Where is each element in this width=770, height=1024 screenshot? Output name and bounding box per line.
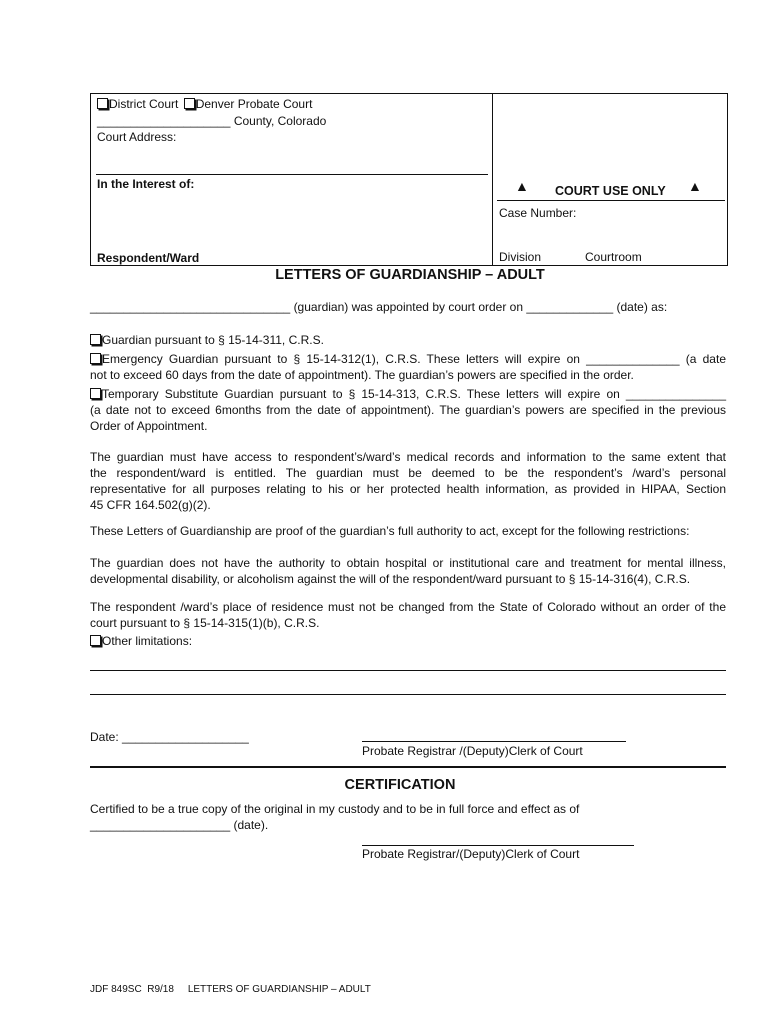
up-triangle-icon: ▲ (688, 178, 702, 194)
date-row (90, 730, 249, 744)
guardian-checkbox[interactable] (90, 334, 101, 345)
hipaa-line-3: representative for all purposes relating to his or her protected health information, as provided in HIPAA, Section (90, 482, 726, 496)
appointment-date-blank[interactable]: _____________ (526, 300, 614, 314)
division-label: Division (499, 250, 542, 264)
denver-probate-label: Denver Probate Court (195, 97, 313, 111)
hipaa-line-2: the respondent/ward is entitled. The guardian must be deemed to be the respondent’s /ward’s personal (90, 466, 726, 480)
certification-registrar-label: Probate Registrar/(Deputy)Clerk of Court (362, 847, 580, 861)
hipaa-line-4: 45 CFR 164.502(g)(2). (90, 498, 211, 512)
emergency-option-line-2: not to exceed 60 days from the date of appointment). The guardian’s powers are specified in the order. (90, 368, 634, 382)
interest-label: In the Interest of: (97, 177, 195, 191)
respondent-label: Respondent/Ward (97, 251, 200, 265)
section-divider (90, 766, 726, 768)
residence-line-2: court pursuant to § 15-14-315(1)(b), C.R.S. (90, 616, 320, 630)
emergency-option (90, 352, 726, 382)
other-limitations-line-2[interactable] (90, 694, 726, 695)
caption-box-bottom (90, 265, 728, 266)
hipaa-line-1: The guardian must have access to respondent’s/ward’s medical records and information to the same extent that (90, 450, 726, 464)
certification-signature-line[interactable] (362, 845, 634, 846)
guardian-option-label: Guardian pursuant to § 15-14-311, C.R.S. (102, 333, 324, 347)
county-label: County, Colorado (233, 114, 327, 128)
case-number-label: Case Number: (499, 206, 577, 220)
denver-probate-checkbox[interactable] (184, 98, 195, 109)
other-limitations-option (90, 634, 192, 648)
other-limitations-line-1[interactable] (90, 670, 726, 671)
temporary-checkbox[interactable] (90, 388, 101, 399)
temporary-option-line-2: (a date not to exceed 6months from the date of appointment). The guardian’s powers are specified in the previous (90, 403, 726, 417)
page-title: LETTERS OF GUARDIANSHIP – ADULT (275, 267, 545, 283)
court-use-only: COURT USE ONLY (555, 184, 666, 198)
other-limitations-checkbox[interactable] (90, 635, 101, 646)
up-triangle-icon: ▲ (515, 178, 529, 194)
hipaa-paragraph (90, 449, 726, 513)
proof-paragraph: These Letters of Guardianship are proof of the guardian’s full authority to act, except for the following restrictions: (90, 524, 690, 538)
emergency-checkbox[interactable] (90, 353, 101, 364)
county-blank[interactable]: ____________________ (97, 114, 231, 128)
no-authority-line-1: The guardian does not have the authority to obtain hospital or institutional care and treatment for mental illness, (90, 556, 726, 570)
court-type-row (97, 97, 312, 111)
caption-box-top (90, 93, 728, 94)
caption-box-divider (492, 93, 493, 266)
no-authority-paragraph (90, 555, 726, 587)
temporary-option-line-1: Temporary Substitute Guardian pursuant to § 15-14-313, C.R.S. These letters will expire on _______________ (102, 387, 726, 401)
other-limitations-label: Other limitations: (102, 634, 193, 648)
interest-divider (96, 174, 488, 175)
county-row (97, 114, 326, 128)
residence-paragraph (90, 599, 726, 631)
guardian-option (90, 333, 324, 347)
caption-box-right (727, 93, 728, 266)
appointment-date-suffix: (date) as: (616, 300, 668, 314)
registrar-label: Probate Registrar /(Deputy)Clerk of Court (362, 744, 583, 758)
emergency-option-line-1: Emergency Guardian pursuant to § 15-14-312(1), C.R.S. These letters will expire on ______________ (a date (102, 352, 726, 366)
caption-box-left (90, 93, 91, 266)
court-address-label: Court Address: (97, 130, 177, 144)
certification-line-2: _____________________ (date). (90, 818, 269, 832)
certification-line-1: Certified to be a true copy of the original in my custody and to be in full force and effect as of (90, 802, 580, 816)
appointment-row (90, 300, 667, 314)
registrar-signature-line[interactable] (362, 741, 626, 742)
date-blank[interactable]: ___________________ (122, 730, 249, 744)
appointment-text: (guardian) was appointed by court order on (293, 300, 524, 314)
courtroom-label: Courtroom (585, 250, 642, 264)
no-authority-line-2: developmental disability, or alcoholism against the will of the respondent/ward pursuant to § 15-14-316(4), C.R.S. (90, 572, 691, 586)
temporary-option (90, 387, 726, 433)
date-label: Date: (90, 730, 119, 744)
temporary-option-line-3: Order of Appointment. (90, 419, 208, 433)
district-court-checkbox[interactable] (97, 98, 108, 109)
residence-line-1: The respondent /ward’s place of residence must not be changed from the State of Colorado without an order of the (90, 600, 726, 614)
district-court-label: District Court (109, 97, 179, 111)
guardian-name-blank[interactable]: ______________________________ (90, 300, 291, 314)
court-use-divider (497, 200, 725, 201)
certification-title: CERTIFICATION (344, 777, 456, 793)
page-footer: JDF 849SC R9/18 LETTERS OF GUARDIANSHIP – ADULT (90, 984, 371, 995)
